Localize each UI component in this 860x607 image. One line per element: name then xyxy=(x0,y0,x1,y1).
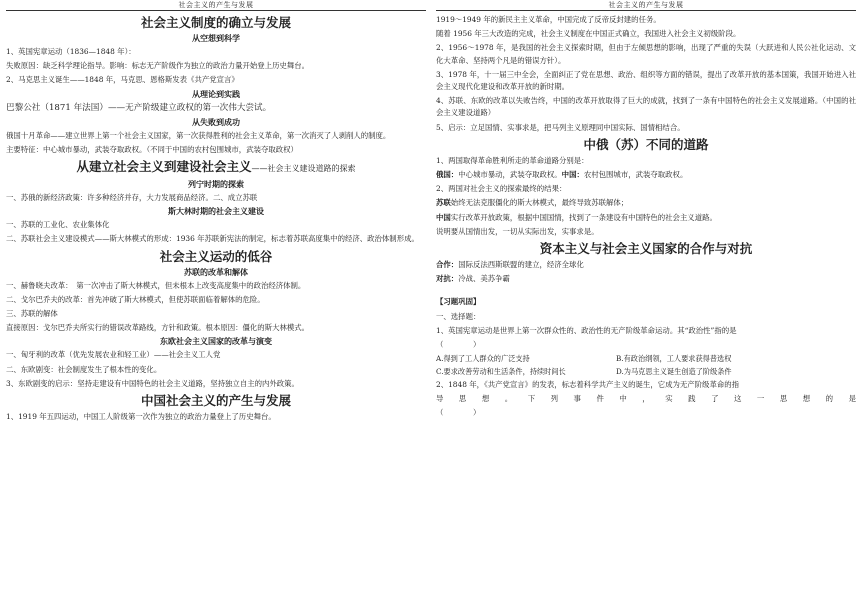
paragraph xyxy=(436,212,856,224)
spread-char: ， xyxy=(642,394,650,404)
paragraph xyxy=(436,197,856,209)
answer-blank: （ ） xyxy=(436,340,481,350)
running-header: 社会主义的产生与发展 xyxy=(6,0,426,11)
answer-blank: （ ） xyxy=(436,407,481,417)
paragraph: 5、启示：立足国情、实事求是，把马列主义原理同中国实际、国情相结合。 xyxy=(436,122,685,132)
option-b: B.有政治纲领，工人要求获得普选权 xyxy=(616,354,732,364)
section-title: 中国社会主义的产生与发展 xyxy=(140,393,291,409)
exercise-question: 2、1848 年，《共产党宣言》的发表，标志着科学共产主义的诞生，它成为无产阶级革命的指 xyxy=(436,380,740,390)
paragraph: 主要特征：中心城市暴动，武装夺取政权。（不同于中国的农村包围城市，武装夺取政权） xyxy=(6,144,298,154)
subsection-title: 苏联的改革和解体 xyxy=(184,267,248,277)
paragraph: 1919～1949 年的新民主主义革命，中国完成了反帝反封建的任务。 xyxy=(436,15,661,24)
spread-char: 这 xyxy=(733,394,742,404)
paragraph: 一、苏联的工业化、农业集体化 xyxy=(6,220,110,230)
paragraph: 直接原因：戈尔巴乔夫所实行的错误改革路线，方针和政策。根本原因：僵化的斯大林模式。 xyxy=(6,323,310,333)
paragraph: 1、1919 年五四运动，中国工人阶级第一次作为独立的政治力量登上了历史舞台。 xyxy=(6,412,276,422)
paragraph: 4、苏联、东欧的改革以失败告终，中国的改革开放取得了巨大的成就，找到了一条有中国特色的社会主义发展道路。（中国的社会主义建设道路） xyxy=(436,96,856,118)
subsection-title: 从失败到成功 xyxy=(192,117,240,127)
paragraph-text: 农村包围城市，武装夺取政权。 xyxy=(583,170,688,180)
paragraph: 二、东欧剧变：社会制度发生了根本性的变化。 xyxy=(6,364,162,374)
paragraph: 失败原因：缺乏科学理论指导。影响：标志无产阶级作为独立的政治力量开始登上历史舞台。 xyxy=(6,61,310,71)
option-d: D.为马克思主义诞生创造了阶级条件 xyxy=(616,366,732,376)
spread-char: 了 xyxy=(711,394,719,404)
paragraph: 二、苏联社会主义建设模式——斯大林模式的形成：1936 年苏联新宪法的制定，标志着苏联高度集中的经济、政治体制形成。 xyxy=(6,234,419,244)
section-title-main: 从建立社会主义到建设社会主义 xyxy=(76,159,252,175)
section-title xyxy=(6,158,426,177)
paragraph-text: 实行改革开放政策，根据中国国情，找到了一条建设有中国特色的社会主义道路。 xyxy=(450,212,717,222)
paragraph: 三、苏联的解体 xyxy=(6,309,58,319)
exercise-question: 1、英国宪章运动是世界上第一次群众性的、政治性的无产阶级革命运动。其“政治性”指的是 xyxy=(436,325,737,335)
exercise-section: 一、选择题： xyxy=(436,311,481,321)
spread-char: 想 xyxy=(802,394,811,404)
subsection-title: 斯大林时期的社会主义建设 xyxy=(168,207,264,217)
spread-char: 一 xyxy=(756,394,765,404)
section-title: 中俄（苏）不同的道路 xyxy=(583,136,709,152)
paragraph: 二、戈尔巴乔夫的改革：首先冲破了斯大林模式，但使苏联面临着解体的危险。 xyxy=(6,294,265,304)
section-title: 社会主义制度的确立与发展 xyxy=(140,15,291,30)
spread-char: 导 xyxy=(436,394,444,404)
subsection-title: 从理论到实践 xyxy=(192,89,240,99)
spread-char: 实 xyxy=(665,394,673,404)
paragraph: 1、英国宪章运动（1836—1848 年）： xyxy=(6,47,136,56)
bold-label: 俄国： xyxy=(436,170,459,180)
subsection-title: 东欧社会主义国家的改革与演变 xyxy=(160,337,272,347)
paragraph: 俄国十月革命——建立世界上第一个社会主义国家，第一次获得胜利的社会主义革命，第一次消灭了人剥削人的制度。 xyxy=(6,130,391,140)
paragraph: 2、马克思主义诞生——1848 年，马克思、恩格斯发表《共产党宣言》 xyxy=(6,75,239,85)
bold-label: 对抗： xyxy=(436,274,459,284)
paragraph: 2、两国对社会主义的探索最终的结果： xyxy=(436,184,567,194)
paragraph-text: 始终无法克服僵化的斯大林模式，最终导致苏联解体； xyxy=(450,198,629,208)
section-title: 资本主义与社会主义国家的合作与对抗 xyxy=(539,241,753,257)
bold-label: 合作： xyxy=(436,260,459,270)
subsection-title: 从空想到科学 xyxy=(192,34,240,43)
right-page xyxy=(436,0,856,607)
paragraph: 2、1956～1978 年，是我国的社会主义探索时期，但由于左倾思想的影响，出现了严重的失误（大跃进和人民公社化运动、文化大革命、坚持两个凡是的错误方针）。 xyxy=(436,43,856,65)
bold-label: 中国 xyxy=(436,212,451,222)
spread-char: 事 xyxy=(573,394,581,404)
options-row xyxy=(436,366,856,379)
paragraph: 3、东欧剧变的启示：坚持走建设有中国特色的社会主义道路，坚持独立自主的内外政策。 xyxy=(6,378,299,388)
paragraph xyxy=(436,169,856,181)
paragraph: 一、苏俄的新经济政策：许多种经济并存，大力发展商品经济。二、成立苏联 xyxy=(6,193,258,203)
spread-char: 想 xyxy=(481,394,490,404)
bold-label: 苏联 xyxy=(436,198,451,208)
paragraph: 随着 1956 年三大改造的完成，社会主义制度在中国正式确立，我国进入社会主义初级阶段。 xyxy=(436,29,741,39)
spread-char: 列 xyxy=(550,394,559,404)
paragraph: 1、两国取得革命胜利所走的革命道路分别是： xyxy=(436,155,589,165)
paragraph: 3、1978 年，十一届三中全会，全面纠正了党在思想、政治、组织等方面的错误，提出了改革开放的基本国策，我国开始进入社会主义现代化建设和改革开放的新时期。 xyxy=(436,69,856,92)
paragraph-text: 国际反法西斯联盟的建立，经济全球化 xyxy=(458,260,584,270)
spread-char: 下 xyxy=(527,394,536,404)
left-page xyxy=(6,0,426,607)
spread-char: 中 xyxy=(619,394,627,404)
spread-char: 的 xyxy=(825,394,834,404)
spread-char: 思 xyxy=(779,394,788,404)
spread-char: 践 xyxy=(688,394,696,404)
exercise-title: 【习题巩固】 xyxy=(436,297,481,307)
section-title-sub: ——社会主义建设道路的探索 xyxy=(251,164,356,174)
spacer xyxy=(436,287,856,295)
running-header: 社会主义的产生与发展 xyxy=(436,0,856,11)
paragraph xyxy=(436,273,856,285)
spread-char: 件 xyxy=(596,394,604,404)
bold-label: 中国： xyxy=(561,170,584,180)
paragraph: 说明要从国情出发，一切从实际出发，实事求是。 xyxy=(436,226,599,236)
spread-char: 。 xyxy=(504,394,513,404)
paragraph-text: 中心城市暴动，武装夺取政权。 xyxy=(458,170,562,180)
subsection-title: 列宁时期的探索 xyxy=(188,180,244,190)
paragraph-text: 冷战、美苏争霸 xyxy=(458,274,510,284)
spread-char: 是 xyxy=(848,394,856,404)
paragraph: 巴黎公社（1871 年法国）——无产阶级建立政权的第一次伟大尝试。 xyxy=(6,102,272,113)
exercise-question-spread-line xyxy=(436,393,856,406)
options-row xyxy=(436,353,856,366)
paragraph: 一、匈牙利的改革（优先发展农业和轻工业）——社会主义工人党 xyxy=(6,350,221,360)
exercise-heading xyxy=(436,296,856,308)
option-a: A.得到了工人群众的广泛支持 xyxy=(436,354,530,364)
paragraph: 一、赫鲁晓夫改革： 第一次冲击了斯大林模式，但未根本上改变高度集中的政治经济体制。 xyxy=(6,280,306,290)
section-title: 社会主义运动的低谷 xyxy=(159,248,273,264)
spread-char: 思 xyxy=(458,394,467,404)
option-c: C.要求改善劳动和生活条件，持续时间长 xyxy=(436,366,566,376)
paragraph xyxy=(436,259,856,271)
